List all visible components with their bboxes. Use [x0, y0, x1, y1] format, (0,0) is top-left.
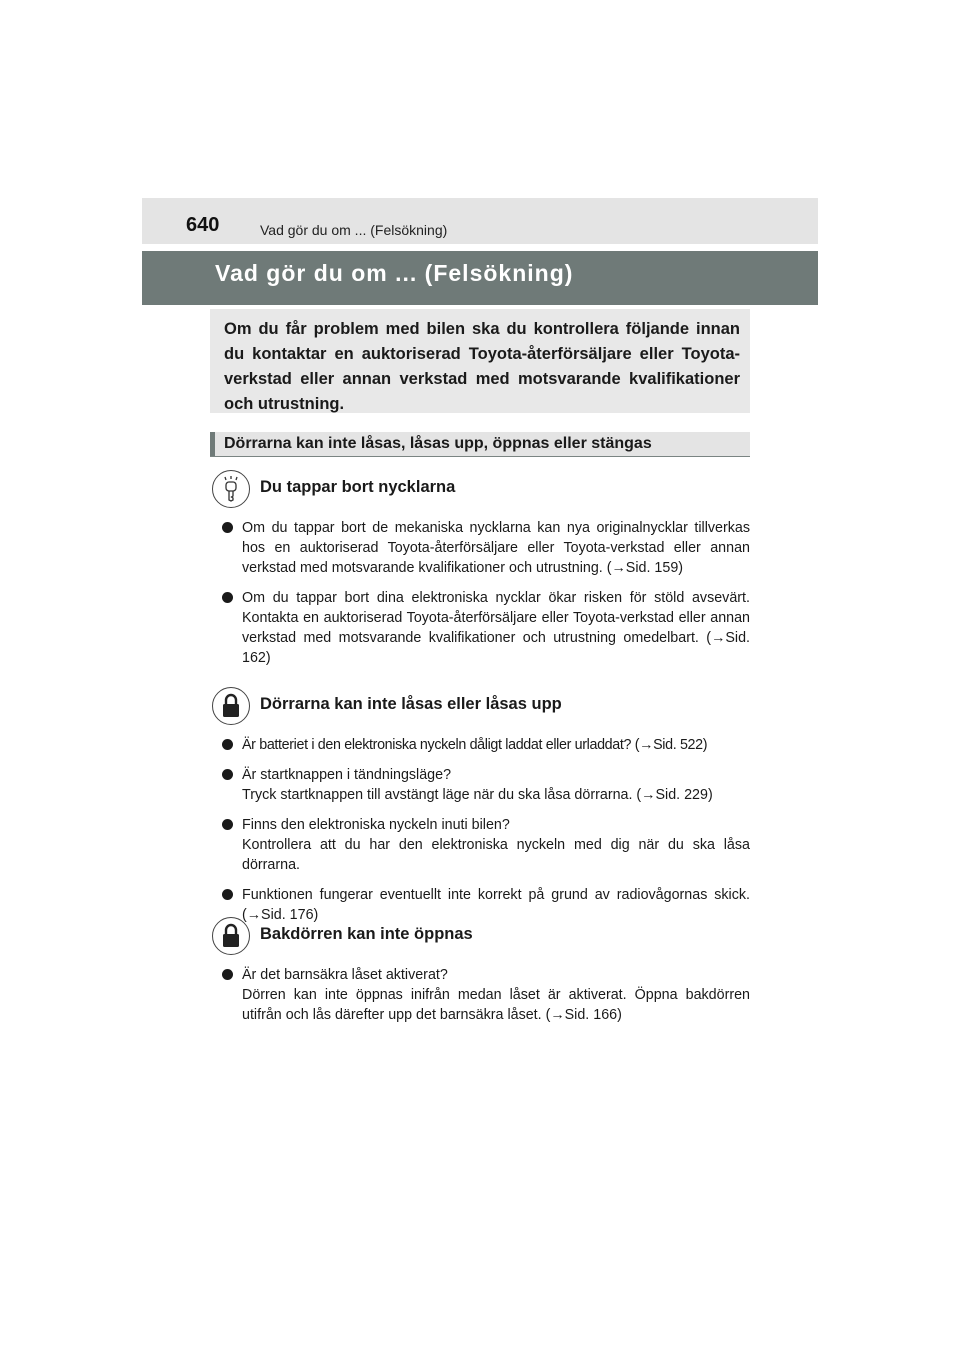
list-item	[222, 765, 750, 805]
bullet-text: Är det barnsäkra låset aktiverat?	[242, 967, 448, 983]
bullet-text: Kontrollera att du har den elektroniska nyckeln med dig när du ska låsa dörrarna.	[242, 837, 750, 873]
list-item	[222, 735, 750, 755]
key-icon	[212, 470, 250, 508]
bullet-dot	[222, 739, 233, 750]
bullet-text: Finns den elektroniska nyckeln inuti bilen?	[242, 817, 510, 833]
bullet-text: Är batteriet i den elektroniska nyckeln dåligt laddat eller urladdat? (→Sid. 522)	[242, 737, 708, 753]
list-item	[222, 965, 750, 1025]
subsection-label: Du tappar bort nycklarna	[260, 478, 456, 496]
bullet-text: Är startknappen i tändningsläge?	[242, 767, 452, 783]
bullet-text: Dörren kan inte öppnas inifrån medan låset är aktiverat. Öppna bakdörren utifrån och lås därefter upp det barnsäkra låset. (→Sid. 166)	[242, 987, 750, 1023]
section-accent	[210, 432, 215, 456]
page-title: Vad gör du om ... (Felsökning)	[215, 260, 574, 286]
intro-text: Om du får problem med bilen ska du kontrollera följande innan du kontaktar en auktoriserad Toyota-återförsäljare eller Toyota-verkstad eller annan verkstad med motsvarande kvalifikationer och utrustning.	[224, 320, 740, 413]
bullet-list-doors-lock	[222, 735, 750, 935]
list-item	[222, 885, 750, 925]
subsection-label: Bakdörren kan inte öppnas	[260, 925, 473, 943]
running-title: Vad gör du om ... (Felsökning)	[260, 222, 448, 238]
running-header-strip	[142, 198, 818, 244]
lock-icon	[212, 917, 250, 955]
bullet-text: Tryck startknappen till avstängt läge när du ska låsa dörrarna. (→Sid. 229)	[242, 787, 713, 803]
bullet-dot	[222, 592, 233, 603]
page-number: 640	[186, 214, 220, 236]
bullet-dot	[222, 889, 233, 900]
bullet-dot	[222, 969, 233, 980]
subsection-label: Dörrarna kan inte låsas eller låsas upp	[260, 695, 562, 713]
bullet-text: Funktionen fungerar eventuellt inte korrekt på grund av radiovågornas skick. (→Sid. 176)	[242, 887, 750, 923]
list-item	[222, 815, 750, 875]
section-heading-text: Dörrarna kan inte låsas, låsas upp, öppnas eller stängas	[224, 435, 652, 452]
bullet-dot	[222, 522, 233, 533]
lock-icon	[212, 687, 250, 725]
section-heading	[210, 432, 750, 457]
bullet-text: Om du tappar bort de mekaniska nycklarna kan nya originalnycklar tillverkas hos en auktoriserad Toyota-återförsäljare eller Toyota-verkstad eller annan verkstad med motsvarande kvalifikationer och utrustning. (→Sid. 159)	[242, 520, 750, 576]
list-item	[222, 588, 750, 668]
intro-box	[210, 309, 750, 413]
bullet-text: Om du tappar bort dina elektroniska nycklar ökar risken för stöld avsevärt. Kontakta en auktoriserad Toyota-återförsäljare eller Toyota-verkstad eller annan verkstad med motsvarande kvalifikationer och utrustning omedelbart. (→Sid. 162)	[242, 590, 750, 666]
list-item	[222, 518, 750, 578]
bullet-dot	[222, 819, 233, 830]
bullet-list-lost-keys	[222, 518, 750, 678]
bullet-list-rear-door	[222, 965, 750, 1035]
bullet-dot	[222, 769, 233, 780]
